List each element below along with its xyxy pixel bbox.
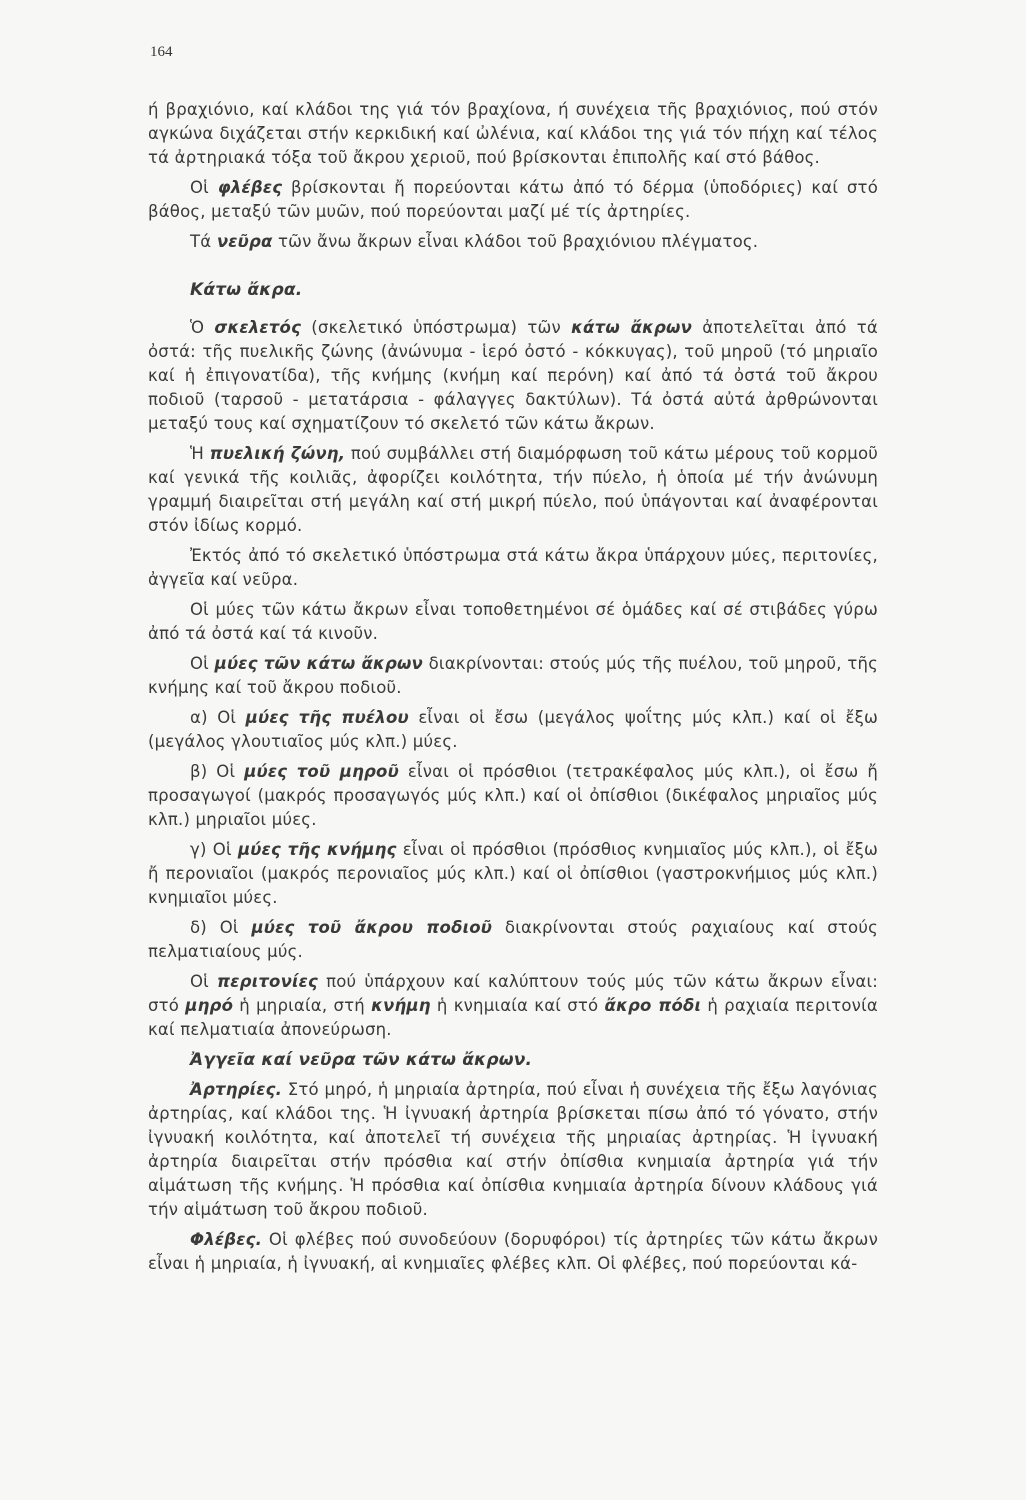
text-run: Οἱ <box>190 654 209 673</box>
paragraph-foot-muscles <box>148 916 878 964</box>
text-run: Τά <box>190 232 212 251</box>
text-run: εἶναι οἱ ἔσω (μεγάλος ψοΐτης μύς κλπ.) καί οἱ ἔξω (μεγάλος γλουτιαῖος μύς κλπ.) μύες. <box>148 708 878 751</box>
paragraph-soft-tissue: Ἐκτός ἀπό τό σκελετικό ὑπόστρωμα στά κάτω ἄκρα ὑπάρχουν μύες, περιτονίες, ἀγγεῖα καί νεῦρα. <box>148 546 878 589</box>
text-run: ἡ ραχιαία περιτονία καί πελματιαία ἀπονεύρωση. <box>148 996 878 1039</box>
term-pelvic-girdle: πυελική ζώνη, <box>209 444 346 463</box>
text-run: γ) Οἱ <box>190 840 232 859</box>
paragraph-arteries-upper: ή βραχιόνιο, καί κλάδοι της γιά τόν βραχίονα, ή συνέχεια τῆς βραχιόνιος, πού στόν αγκώνα διχάζεται στήν κερκιδική καί ὠλένια, καί κλάδοι της γιά τόν πήχη καί τέλος τά ἀρτηριακά τόξα τοῦ ἄκρου χεριοῦ, πού βρίσκονται ἐπιπολῆς καί στό βάθος. <box>148 100 878 167</box>
term-foot-muscles: μύες τοῦ ἄκρου ποδιοῦ <box>251 918 493 937</box>
section-heading-lower-limbs: Κάτω ἄκρα. <box>190 280 303 300</box>
text-run: (σκελετικό ὑπόστρωμα) τῶν <box>311 318 561 337</box>
paragraph-fasciae <box>148 970 878 1042</box>
text-run: πού ὑπάρχουν καί καλύπτουν τούς μύς τῶν κάτω ἄκρων εἶναι: στό <box>148 972 878 1015</box>
text-run: ἀποτελεῖται ἀπό τά ὀστά: τῆς πυελικῆς ζώνης (ἀνώνυμα - ἱερό ὀστό - κόκκυγας), τοῦ μηροῦ (τό μηριαῖο καί ἡ ἐπιγονατίδα), τῆς κνήμης (κνήμη καί περόνη) καί ἀπό τά ὀστά τοῦ ἄκρου ποδιοῦ (ταρσοῦ - μετατάρσια - φάλαγγες δακτύλων). Τά ὀστά αὐτά ἀρθρώνονται μεταξύ τους καί σχηματίζουν τό σκελετό τῶν κάτω ἄκρων. <box>148 318 878 433</box>
paragraph-veins-upper <box>148 176 878 224</box>
text-run: ἡ μηριαία, στή <box>239 996 365 1015</box>
text-run: Ὁ <box>190 318 205 337</box>
paragraph-leg-muscles <box>148 838 878 910</box>
term-nerves: νεῦρα <box>216 232 273 251</box>
text-run: ἡ κνημιαία καί στό <box>436 996 599 1015</box>
paragraph-muscle-groups: Οἱ μύες τῶν κάτω ἄκρων εἶναι τοποθετημένοι σέ ὁμάδες καί σέ στιβάδες γύρω ἀπό τά ὀστά καί τά κινοῦν. <box>148 600 878 643</box>
paragraph-muscles-divided <box>148 652 878 700</box>
text-run: Ἡ <box>190 444 204 463</box>
subheading-vessels-nerves: Ἀγγεῖα καί νεῦρα τῶν κάτω ἄκρων. <box>190 1050 533 1070</box>
page-number: 164 <box>150 44 173 60</box>
text-run: α) Οἱ <box>190 708 237 727</box>
term-thigh: μηρό <box>185 996 234 1015</box>
term-veins: φλέβες <box>217 178 283 197</box>
term-skeleton: σκελετός <box>214 318 302 337</box>
paragraph-pelvic-girdle <box>148 442 878 538</box>
term-veins-lower: Φλέβες. <box>190 1230 263 1249</box>
text-run: διακρίνονται στούς ραχιαίους καί στούς πελματιαίους μύς. <box>148 918 878 961</box>
term-foot: ἄκρο πόδι <box>604 996 702 1015</box>
text-run: τῶν ἄνω ἄκρων εἶναι κλάδοι τοῦ βραχιόνιου πλέγματος. <box>277 232 759 251</box>
term-shin: κνήμη <box>371 996 431 1015</box>
text-run: εἶναι οἱ πρόσθιοι (τετρακέφαλος μύς κλπ.), οἱ ἔσω ἤ προσαγωγοί (μακρός προσαγωγός μύς κλπ.) καί οἱ ὀπίσθιοι (δικέφαλος μηριαῖος μύς κλπ.) μηριαῖοι μύες. <box>148 762 878 829</box>
term-lower-limbs: κάτω ἄκρων <box>571 318 693 337</box>
text-run: εἶναι οἱ πρόσθιοι (πρόσθιος κνημιαῖος μύς κλπ.), οἱ ἔξω ἤ περονιαῖοι (μακρός περονιαῖος μύς κλπ.) καί οἱ ὀπίσθιοι (γαστροκνήμιος μύς κλπ.) κνημιαῖοι μύες. <box>148 840 879 907</box>
term-thigh-muscles: μύες τοῦ μηροῦ <box>244 762 399 781</box>
paragraph-pelvis-muscles <box>148 706 878 754</box>
text-run: διακρίνονται: στούς μύς τῆς πυέλου, τοῦ μηροῦ, τῆς κνήμης καί τοῦ ἄκρου ποδιοῦ. <box>148 654 878 697</box>
paragraph-thigh-muscles <box>148 760 878 832</box>
paragraph-veins-lower <box>148 1228 878 1276</box>
text-run: βρίσκονται ἤ πορεύονται κάτω ἀπό τό δέρμα (ὑποδόριες) καί στό βάθος, μεταξύ τῶν μυῶν, πού πορεύονται μαζί μέ τίς ἀρτηρίες. <box>148 178 878 221</box>
text-run: Οἱ <box>190 972 209 991</box>
term-leg-muscles: μύες τῆς κνήμης <box>237 840 397 859</box>
paragraph-nerves-upper <box>148 230 878 254</box>
term-arteries: Ἀρτηρίες. <box>190 1080 283 1099</box>
text-run: Στό μηρό, ἡ μηριαία ἀρτηρία, πού εἶναι ἡ συνέχεια τῆς ἔξω λαγόνιας ἀρτηρίας, καί κλάδοι της. Ἡ ἰγνυακή ἀρτηρία βρίσκεται πίσω ἀπό τό γόνατο, στήν ἰγνυακή κοιλότητα, καί ἀποτελεῖ τή συνέχεια τῆς μηριαίας ἀρτηρίας. Ἡ ἰγνυακή ἀρτηρία διαιρεῖται στήν πρόσθια καί στήν ὀπίσθια κνημιαία ἀρτηρία γιά τήν αἱμάτωση τῆς κνήμης. Ἡ πρόσθια καί ὀπίσθια κνημιαία ἀρτηρία δίνουν κλάδους γιά τήν αἱμάτωση τοῦ ἄκρου ποδιοῦ. <box>148 1080 878 1219</box>
text-run: πού συμβάλλει στή διαμόρφωση τοῦ κάτω μέρους τοῦ κορμοῦ καί γενικά τῆς κοιλιᾶς, ἀφορίζει κοιλότητα, τήν πύελο, ἡ ὁποία μέ τήν ἀνώνυμη γραμμή διαιρεῖται στή μεγάλη καί στή μικρή πύελο, πού ὑπάγονται καί ἀναφέρονται στόν ἰδίως κορμό. <box>148 444 878 535</box>
paragraph-skeleton <box>148 316 878 436</box>
text-run: β) Οἱ <box>190 762 236 781</box>
term-lower-limb-muscles: μύες τῶν κάτω ἄκρων <box>214 654 423 673</box>
term-fasciae: περιτονίες <box>217 972 319 991</box>
body-text <box>148 98 878 1282</box>
text-run: Οἱ <box>190 178 209 197</box>
text-run: Οἱ φλέβες πού συνοδεύουν (δορυφόροι) τίς ἀρτηρίες τῶν κάτω ἄκρων εἶναι ἡ μηριαία, ἡ ἰγνυακή, αἱ κνημιαῖες φλέβες κλπ. Οἱ φλέβες, πού πορεύονται κά- <box>148 1230 878 1273</box>
term-pelvis-muscles: μύες τῆς πυέλου <box>245 708 409 727</box>
text-run: δ) Οἱ <box>190 918 239 937</box>
paragraph-arteries-lower <box>148 1078 878 1222</box>
